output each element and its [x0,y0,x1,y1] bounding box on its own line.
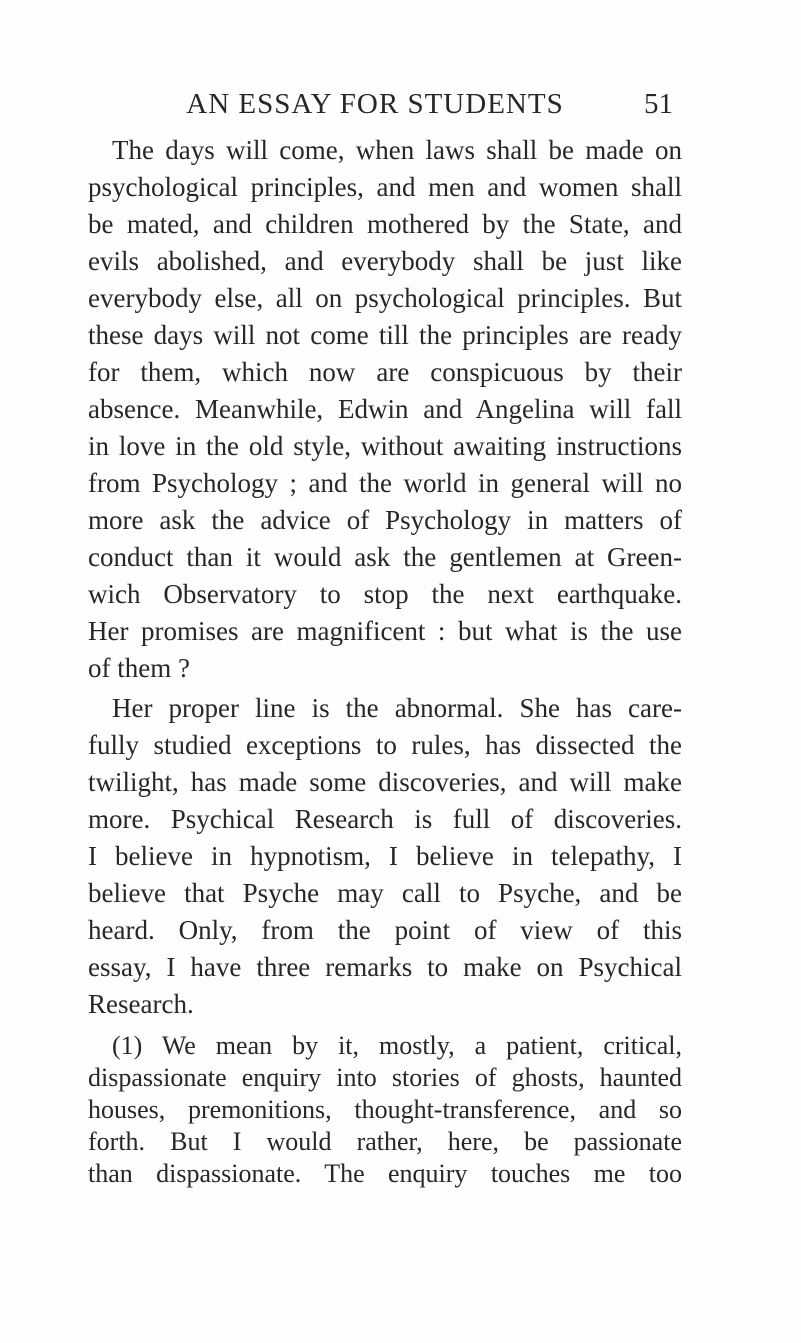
text-line: dispassionate enquiry into stories of ghosts, haunted [88,1063,682,1092]
text-line: more. Psychical Research is full of discoveries. [88,804,682,834]
text-line: houses, premonitions, thought-transference, and so [88,1095,682,1124]
text-line: Her proper line is the abnormal. She has care- [112,693,682,723]
text-line: evils abolished, and everybody shall be just like [88,246,682,276]
text-line: in love in the old style, without awaiting instructions [88,431,682,461]
text-line: for them, which now are conspicuous by their [88,357,682,387]
text-line: be mated, and children mothered by the State, and [88,209,682,239]
text-line: these days will not come till the principles are ready [88,320,682,350]
running-head [0,84,801,124]
text-line: psychological principles, and men and women shall [88,172,682,202]
text-line: conduct than it would ask the gentlemen at Green- [88,542,682,572]
text-line: Research. [88,989,194,1019]
text-line: fully studied exceptions to rules, has dissected the [88,730,682,760]
text-line: essay, I have three remarks to make on Psychical [88,952,682,982]
text-line: I believe in hypnotism, I believe in telepathy, I [88,841,682,871]
text-line: than dispassionate. The enquiry touches me too [88,1159,682,1188]
page-number: 51 [644,88,673,120]
text-line: Her promises are magnificent : but what is the use [88,616,682,646]
running-title: AN ESSAY FOR STUDENTS [186,88,564,120]
text-line: The days will come, when laws shall be made on [112,135,682,165]
text-line: everybody else, all on psychological principles. But [88,283,682,313]
text-line: absence. Meanwhile, Edwin and Angelina will fall [88,394,682,424]
text-line: from Psychology ; and the world in general will no [88,468,682,498]
paragraph [88,1030,682,1190]
text-line: twilight, has made some discoveries, and will make [88,767,682,797]
text-line: of them ? [88,653,190,683]
paragraph [88,690,682,1023]
body-text [88,132,682,1190]
text-line: heard. Only, from the point of view of this [88,915,682,945]
text-line: wich Observatory to stop the next earthquake. [88,579,682,609]
paragraph [88,132,682,687]
text-line: (1) We mean by it, mostly, a patient, critical, [112,1031,682,1060]
text-line: forth. But I would rather, here, be passionate [88,1127,682,1156]
text-line: believe that Psyche may call to Psyche, and be [88,878,682,908]
text-line: more ask the advice of Psychology in matters of [88,505,682,535]
